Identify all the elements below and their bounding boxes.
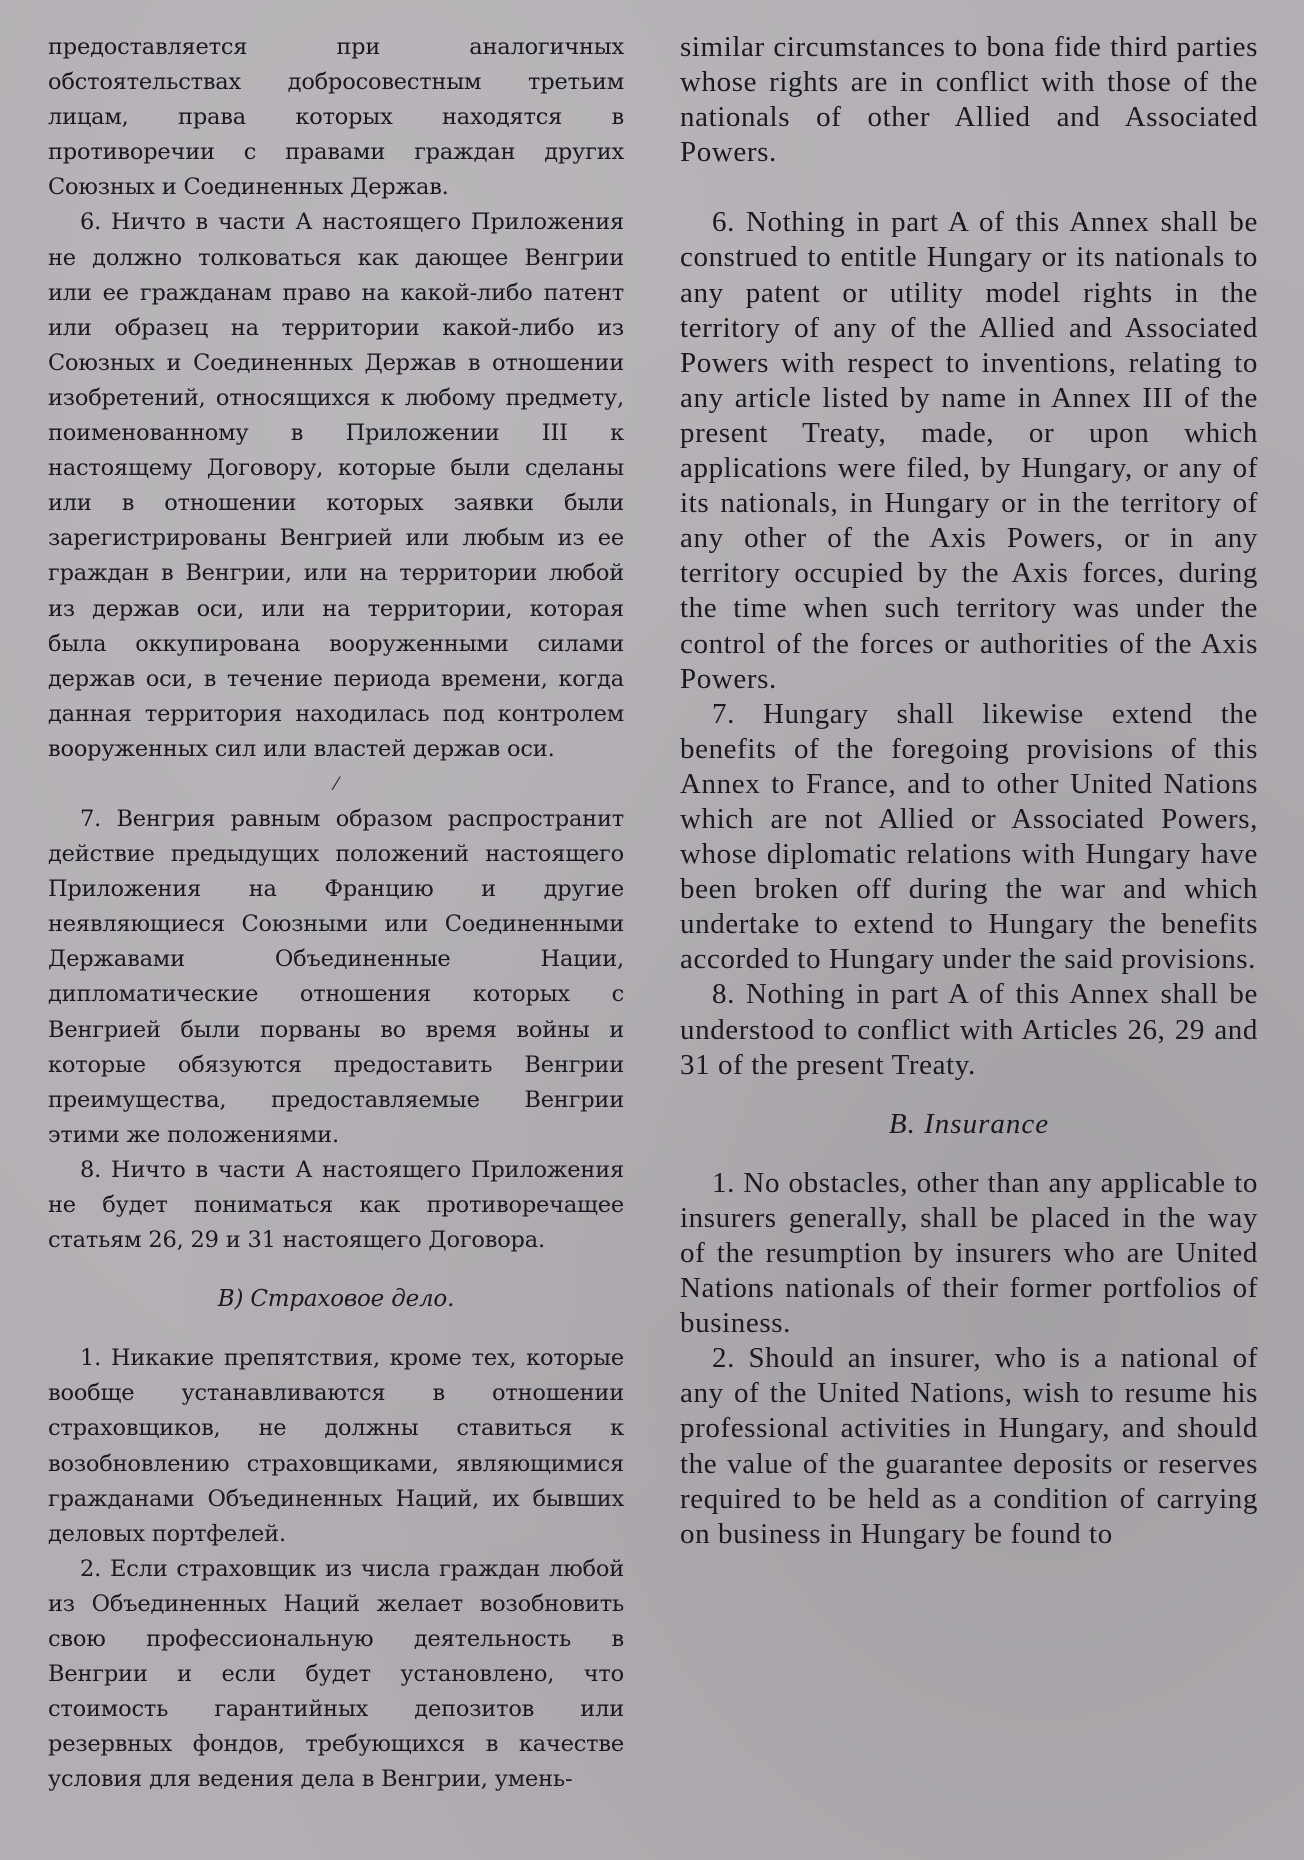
ru-section-b-heading: B) Страховое дело. bbox=[217, 1286, 455, 1313]
ru-insurance-paragraph-2: 2. Если страховщик из числа граждан любой из Объединенных Наций желает возобновить свою профессиональную деятельность в Венгрии и если будет установлено, что стоимость гарантийных депозитов или резервных фондов, требующихся в качестве условия для ведения дела в Венгрии, умень- bbox=[48, 1555, 624, 1793]
ru-paragraph-continued: предоставляется при аналогичных обстоятельствах добросовестным третьим лицам, права которых находятся в противоречии с правами граждан других Союзных и Соединенных Держав. bbox=[48, 34, 624, 201]
russian-column bbox=[48, 30, 624, 1798]
ru-paragraph-7: 7. Венгрия равным образом распространит действие предыдущих положений настоящего Приложения на Францию и другие неявляющиеся Союзными или Соединенными Державами Объединенные Нации, дипломатические отношения которых с Венгрией были порваны во время войны и которые обязуются предоставить Венгрии преимущества, предоставляемые Венгрии этими же положениями. bbox=[48, 805, 624, 1148]
ru-check-mark: ⁄ bbox=[334, 773, 338, 795]
ru-paragraph-6: 6. Ничто в части А настоящего Приложения не должно толковаться как дающее Венгрии или ее гражданам право на какой-либо патент или образец на территории какой-либо из Союзных и Соединенных Держав в отношении изобретений, относящихся к любому предмету, поименованному в Приложении III к настоящему Договору, которые были сделаны или в отношении которых заявки были зарегистрированы Венгрией или любым из ее граждан в Венгрии, или на территории любой из держав оси, или на территории, которая была оккупирована вооруженными силами держав оси, в течение периода времени, когда данная территория находилась под контролем вооруженных сил или властей держав оси. bbox=[48, 209, 624, 762]
ru-insurance-paragraph-1: 1. Никакие препятствия, кроме тех, которые вообще устанавливаются в отношении страховщиков, не должны ставиться к возобновлению страховщиками, являющимися гражданами Объединенных Наций, их бывших деловых портфелей. bbox=[48, 1345, 624, 1547]
english-column bbox=[680, 30, 1258, 1552]
en-paragraph-6: 6. Nothing in part A of this Annex shall be construed to entitle Hungary or its nationals to any patent or utility model rights in the territory of any of the Allied and Associated Powers with respect to inventions, relating to any article listed by name in Annex III of the present Treaty, made, or upon which applications were filed, by Hungary, or any of its nationals, in Hungary or in the territory of any other of the Axis Powers, or in any territory occupied by the Axis forces, during the time when such territory was under the control of the forces or authorities of the Axis Powers. bbox=[680, 206, 1258, 695]
en-insurance-paragraph-2: 2. Should an insurer, who is a national of any of the United Nations, wish to resume his professional activities in Hungary, and should the value of the guarantee deposits or reserves required to be held as a condition of carrying on business in Hungary be found to bbox=[680, 1342, 1258, 1550]
en-section-b-heading: B. Insurance bbox=[888, 1107, 1050, 1140]
en-insurance-paragraph-1: 1. No obstacles, other than any applicable to insurers generally, shall be placed in the way of the resumption by insurers who are United Nations nationals of their former portfolios of business. bbox=[680, 1166, 1258, 1340]
en-paragraph-continued: similar circumstances to bona fide third parties whose rights are in conflict with those of the nationals of other Allied and Associated Powers. bbox=[680, 31, 1258, 169]
ru-paragraph-8: 8. Ничто в части А настоящего Приложения не будет пониматься как противоречащее статьям 26, 29 и 31 настоящего Договора. bbox=[48, 1156, 624, 1254]
en-paragraph-7: 7. Hungary shall likewise extend the benefits of the foregoing provisions of this Annex to France, and to other United Nations which are not Allied or Associated Powers, whose diplomatic relations with Hungary have been broken off during the war and which undertake to extend to Hungary the benefits accorded to Hungary under the said provisions. bbox=[680, 697, 1258, 976]
en-paragraph-8: 8. Nothing in part A of this Annex shall be understood to conflict with Articles 26, 29 and 31 of the present Treaty. bbox=[680, 978, 1258, 1081]
